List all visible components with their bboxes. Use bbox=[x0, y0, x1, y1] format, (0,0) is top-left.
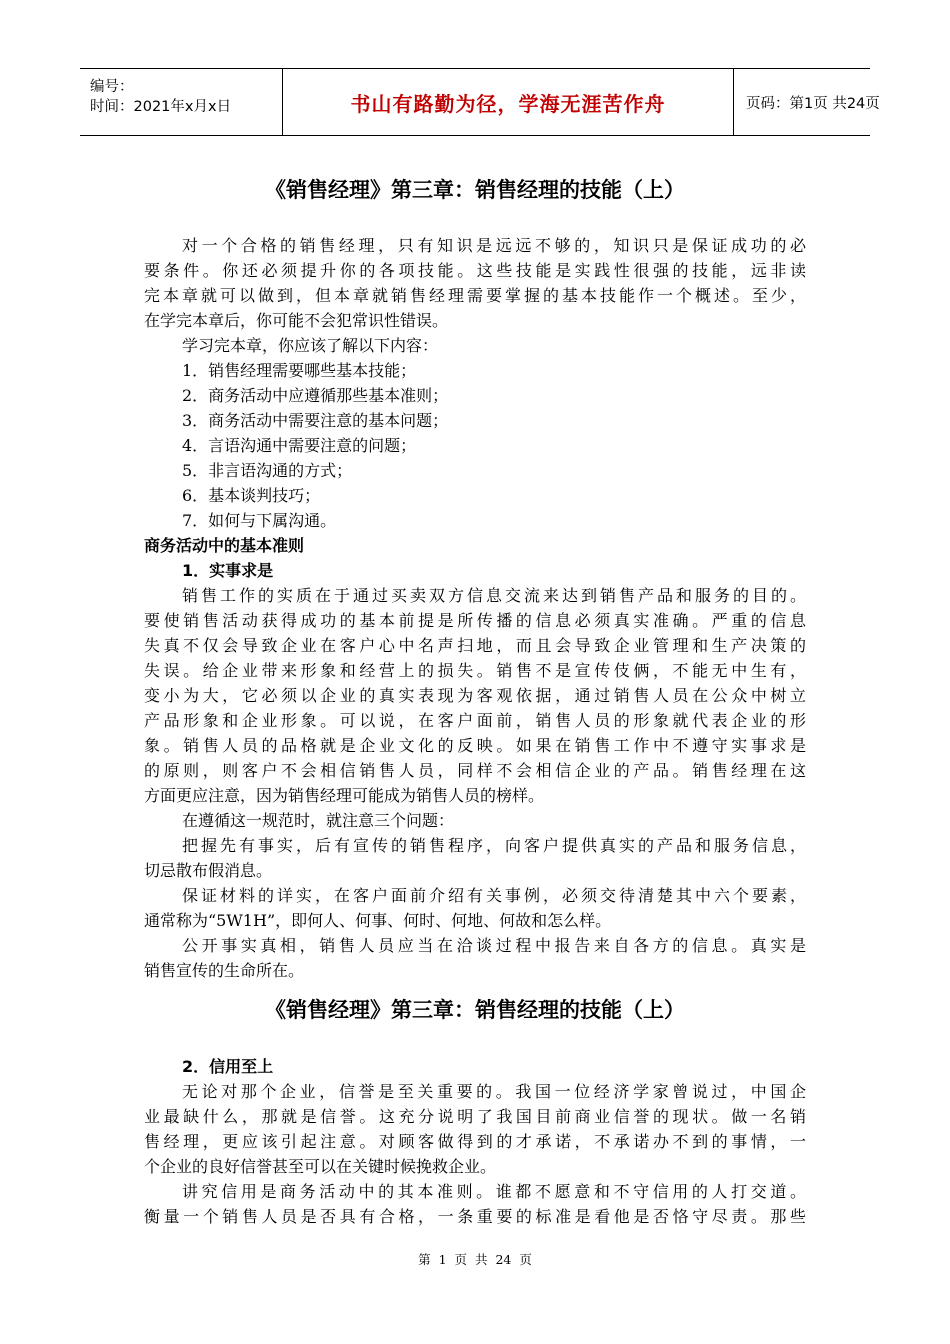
paragraph-line: 通常称为“5W1H”，即何人、何事、何时、何地、何故和怎么样。 bbox=[144, 911, 612, 930]
paragraph-line: 销售工作的实质在于通过买卖双方信息交流来达到销售产品和服务的目的。 bbox=[182, 586, 806, 605]
subsection-heading: 2．信用至上 bbox=[182, 1057, 274, 1076]
section-heading: 商务活动中的基本准则 bbox=[144, 536, 305, 555]
page-footer: 第 1 页 共 24 页 bbox=[418, 1252, 532, 1267]
paragraph-line: 象。销售人员的品格就是企业文化的反映。如果在销售工作中不遵守实事求是 bbox=[144, 736, 806, 755]
paragraph-line: 讲究信用是商务活动中的其本准则。谁都不愿意和不守信用的人打交道。 bbox=[182, 1182, 806, 1201]
paragraph-line: 要条件。你还必须提升你的各项技能。这些技能是实践性很强的技能，远非读 bbox=[144, 261, 806, 280]
list-item: 4．言语沟通中需要注意的问题； bbox=[182, 436, 417, 455]
paragraph-line: 个企业的良好信誉甚至可以在关键时候挽救企业。 bbox=[144, 1157, 497, 1176]
paragraph-line: 在学完本章后，你可能不会犯常识性错误。 bbox=[144, 311, 449, 330]
number-label: 编号： bbox=[90, 79, 134, 95]
paragraph-line: 无论对那个企业，信誉是至关重要的。我国一位经济学家曾说过，中国企 bbox=[182, 1082, 806, 1101]
date-label: 时间：2021年x月x日 bbox=[90, 99, 232, 115]
paragraph-line: 产品形象和企业形象。可以说，在客户面前，销售人员的形象就代表企业的形 bbox=[144, 711, 806, 730]
paragraph-line: 在遵循这一规范时，就注意三个问题： bbox=[182, 811, 455, 830]
paragraph-line: 售经理，更应该引起注意。对顾客做得到的才承诺，不承诺办不到的事情，一 bbox=[144, 1132, 806, 1151]
document-title: 《销售经理》第三章：销售经理的技能（上） bbox=[265, 177, 685, 202]
page-header bbox=[80, 68, 880, 136]
paragraph-line: 的原则，则客户不会相信销售人员，同样不会相信企业的产品。销售经理在这 bbox=[144, 761, 806, 780]
paragraph-line: 把握先有事实，后有宣传的销售程序，向客户提供真实的产品和服务信息， bbox=[182, 836, 806, 855]
list-item: 1．销售经理需要哪些基本技能； bbox=[182, 361, 417, 380]
list-item: 6．基本谈判技巧； bbox=[182, 486, 321, 505]
paragraph-line: 保证材料的详实，在客户面前介绍有关事例，必须交待清楚其中六个要素， bbox=[182, 886, 806, 905]
paragraph-line: 衡量一个销售人员是否具有合格，一条重要的标准是看他是否恪守尽责。那些 bbox=[144, 1207, 806, 1226]
paragraph-line: 学习完本章，你应该了解以下内容： bbox=[182, 336, 439, 355]
list-item: 5．非言语沟通的方式； bbox=[182, 461, 353, 480]
subsection-heading: 1．实事求是 bbox=[182, 561, 274, 580]
header-motto-cell bbox=[282, 69, 734, 135]
paragraph-line: 对一个合格的销售经理，只有知识是远远不够的，知识只是保证成功的必 bbox=[182, 236, 806, 255]
motto: 书山有路勤为径，学海无涯苦作舟 bbox=[350, 91, 666, 116]
paragraph-line: 失误。给企业带来形象和经营上的损失。销售不是宣传伎俩，不能无中生有， bbox=[144, 661, 806, 680]
paragraph-line: 销售宣传的生命所在。 bbox=[144, 961, 305, 980]
paragraph-line: 方面更应注意，因为销售经理可能成为销售人员的榜样。 bbox=[144, 786, 545, 805]
paragraph-line: 完本章就可以做到，但本章就销售经理需要掌握的基本技能作一个概述。至少， bbox=[144, 286, 806, 305]
paragraph-line: 失真不仅会导致企业在客户心中名声扫地，而且会导致企业管理和生产决策的 bbox=[144, 636, 806, 655]
paragraph-line: 要使销售活动获得成功的基本前提是所传播的信息必须真实准确。严重的信息 bbox=[144, 611, 806, 630]
paragraph-line: 切忌散布假消息。 bbox=[144, 861, 273, 880]
document-title-repeat: 《销售经理》第三章：销售经理的技能（上） bbox=[265, 997, 685, 1022]
list-item: 7．如何与下属沟通。 bbox=[182, 511, 337, 530]
list-item: 3．商务活动中需要注意的基本问题； bbox=[182, 411, 449, 430]
paragraph-line: 公开事实真相，销售人员应当在洽谈过程中报告来自各方的信息。真实是 bbox=[182, 936, 806, 955]
paragraph-line: 变小为大，它必须以企业的真实表现为客观依据，通过销售人员在公众中树立 bbox=[144, 686, 806, 705]
paragraph-line: 业最缺什么，那就是信誉。这充分说明了我国目前商业信誉的现状。做一名销 bbox=[144, 1107, 806, 1126]
header-page-info: 页码：第1页 共24页 bbox=[746, 95, 880, 112]
header-meta bbox=[80, 69, 282, 135]
list-item: 2．商务活动中应遵循那些基本准则； bbox=[182, 386, 449, 405]
